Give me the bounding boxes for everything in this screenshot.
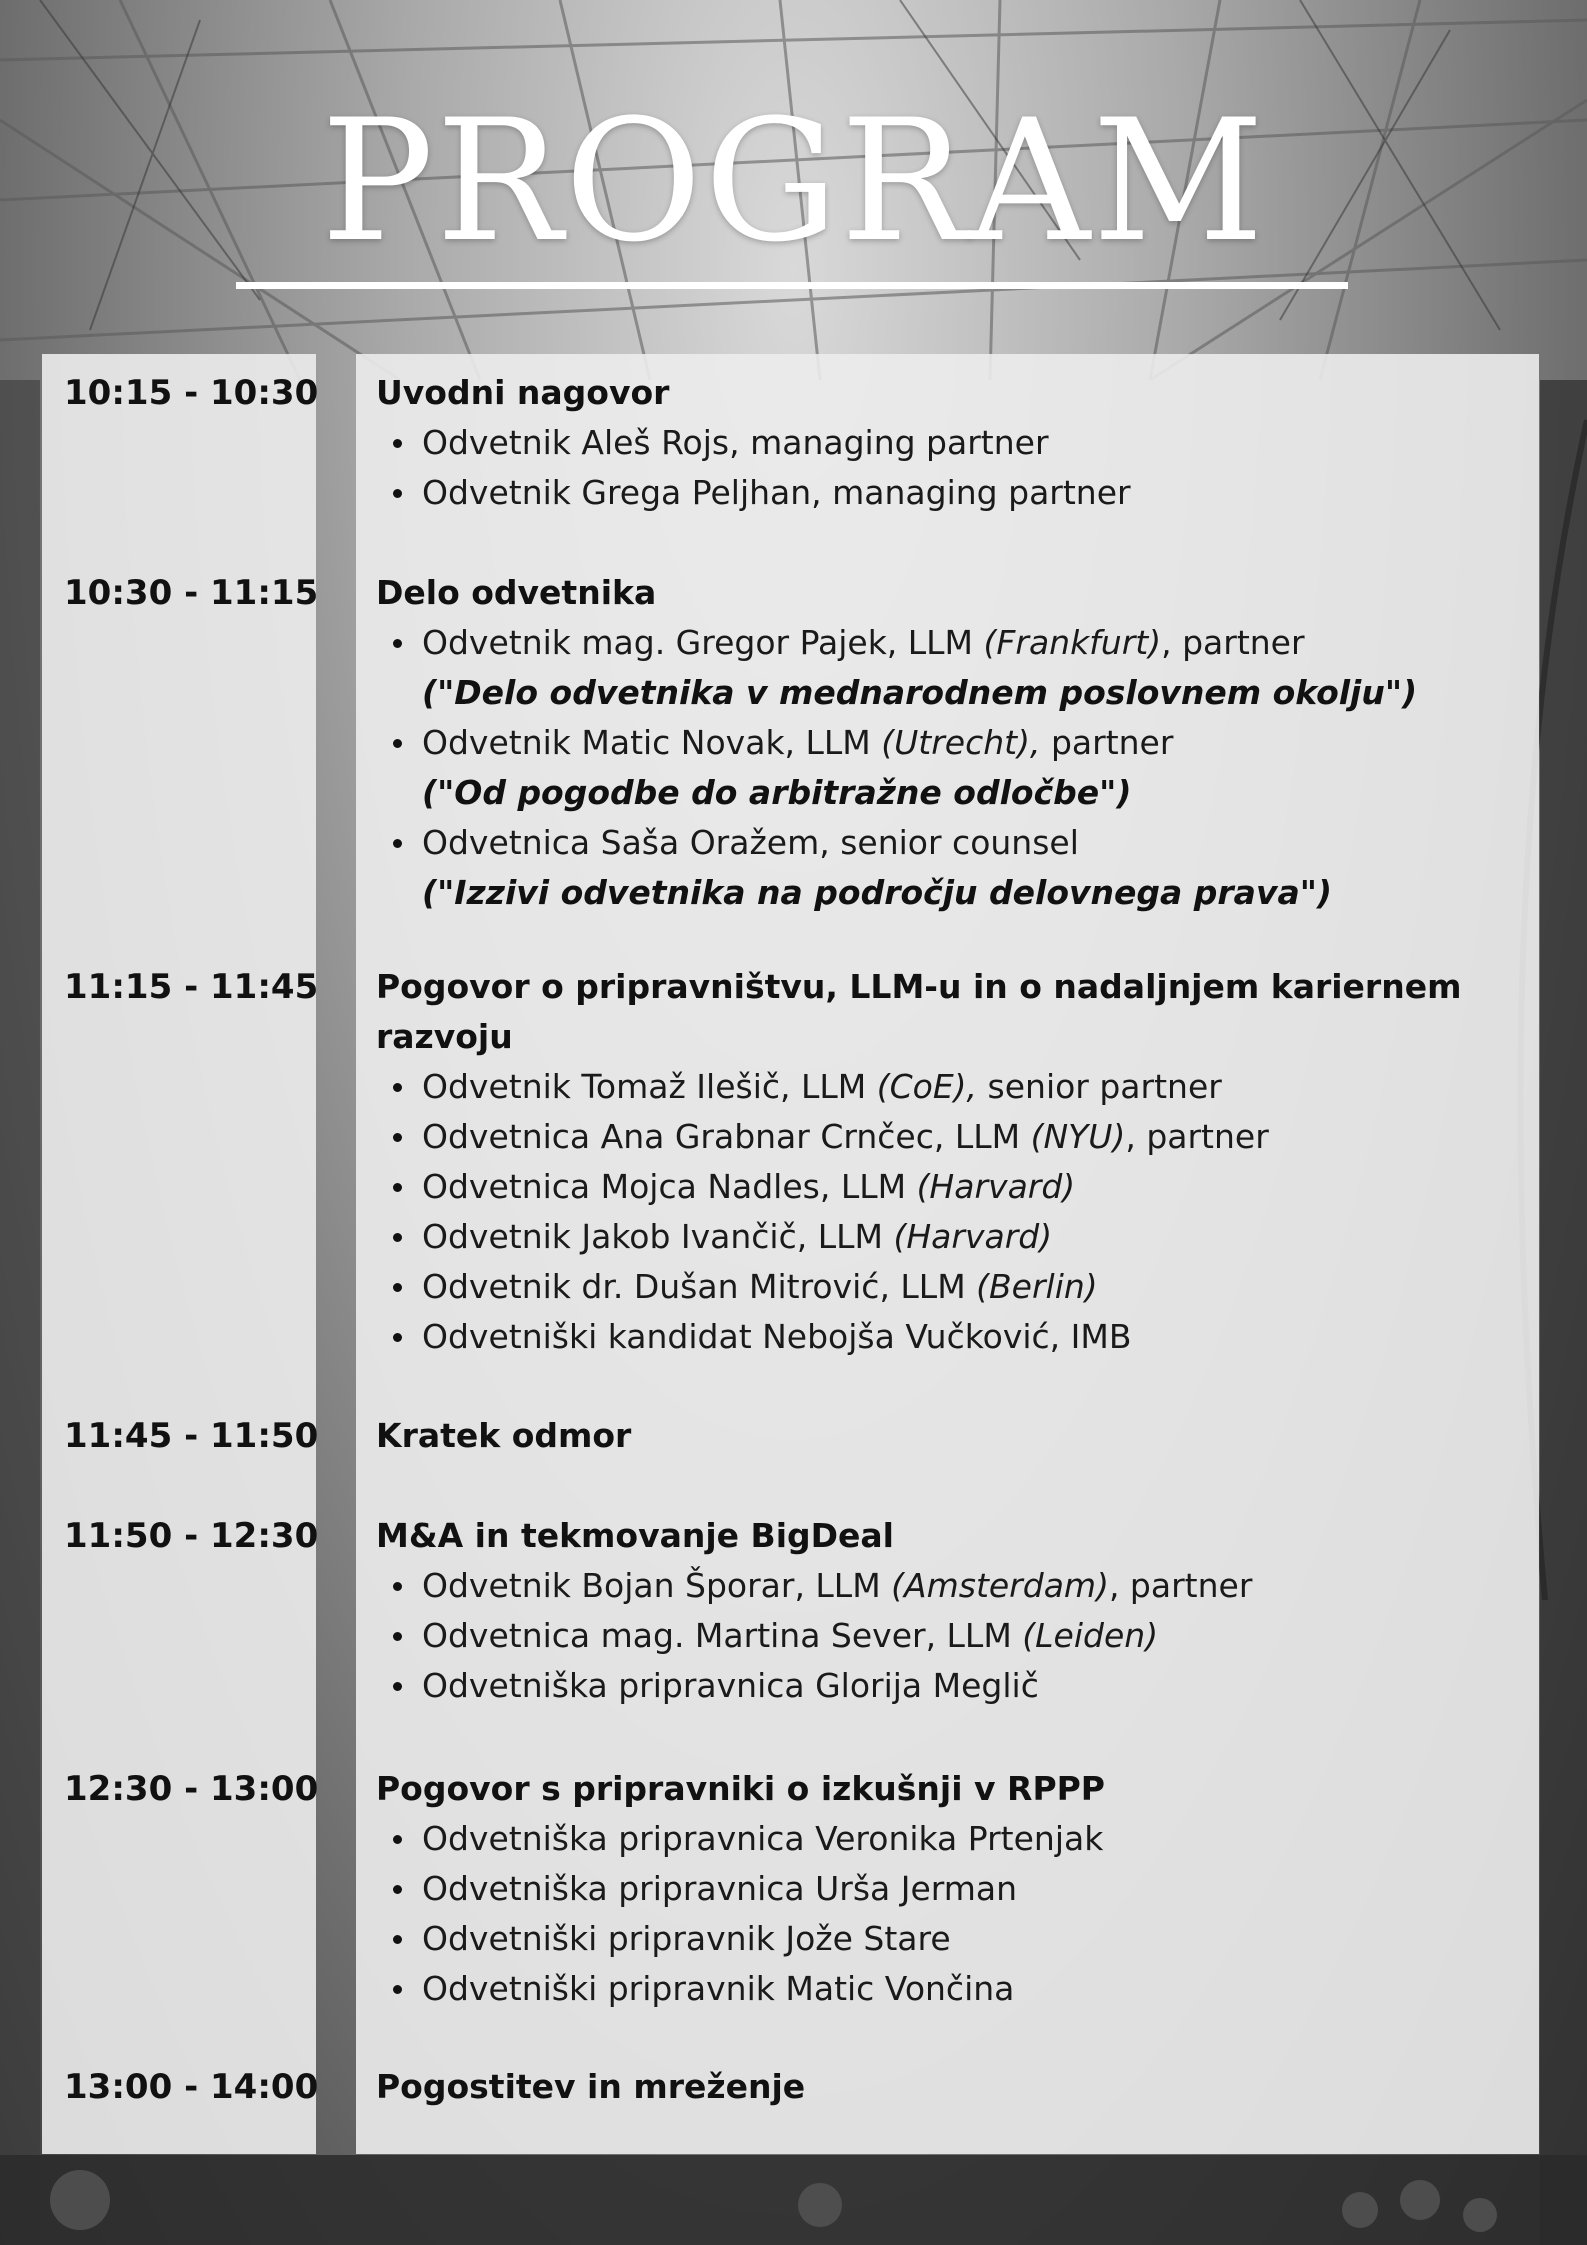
speaker-item: Odvetnik Matic Novak, LLM (Utrecht), partner ("Od pogodbe do arbitražne odločbe") xyxy=(376,718,1526,818)
talk-title: ("Izzivi odvetnika na področju delovnega prava") xyxy=(422,873,1332,912)
page-title: PROGRAM xyxy=(320,83,1267,279)
session-title: Uvodni nagovor xyxy=(376,373,670,412)
speaker-list xyxy=(376,1062,1526,1362)
session-time: 11:45 - 11:50 xyxy=(64,1416,319,1456)
speaker-item: Odvetnik Tomaž Ilešič, LLM (CoE), senior partner xyxy=(376,1062,1526,1112)
speaker-item: Odvetnik Aleš Rojs, managing partner xyxy=(376,418,1526,468)
speaker-item: Odvetnica Mojca Nadles, LLM (Harvard) xyxy=(376,1162,1526,1212)
session-title: Kratek odmor xyxy=(376,1416,632,1455)
speaker-item: Odvetniški pripravnik Matic Vončina xyxy=(376,1964,1526,2014)
session-time: 11:50 - 12:30 xyxy=(64,1516,319,1556)
speaker-item: Odvetnica Ana Grabnar Crnčec, LLM (NYU), partner xyxy=(376,1112,1526,1162)
speaker-item: Odvetnik mag. Gregor Pajek, LLM (Frankfurt), partner ("Delo odvetnika v mednarodnem poslovnem okolju") xyxy=(376,618,1526,718)
speaker-item: Odvetnica Saša Oražem, senior counsel ("Izzivi odvetnika na področju delovnega prava") xyxy=(376,818,1526,918)
session-block xyxy=(376,368,1526,518)
speaker-item: Odvetnik Jakob Ivančič, LLM (Harvard) xyxy=(376,1212,1526,1262)
speaker-list xyxy=(376,418,1526,518)
session-title: Delo odvetnika xyxy=(376,573,657,612)
title-underline xyxy=(236,282,1348,289)
speaker-item: Odvetniška pripravnica Urša Jerman xyxy=(376,1864,1526,1914)
speaker-item: Odvetnica mag. Martina Sever, LLM (Leiden) xyxy=(376,1611,1526,1661)
speaker-list xyxy=(376,1561,1526,1711)
speaker-item: Odvetniška pripravnica Glorija Meglič xyxy=(376,1661,1526,1711)
speaker-list xyxy=(376,1814,1526,2014)
time-column-panel xyxy=(42,354,319,2154)
session-block xyxy=(376,568,1526,918)
session-time: 11:15 - 11:45 xyxy=(64,967,319,1007)
session-block xyxy=(376,1411,1526,1461)
session-time: 10:30 - 11:15 xyxy=(64,573,319,613)
session-block xyxy=(376,1511,1526,1711)
talk-title: ("Od pogodbe do arbitražne odločbe") xyxy=(422,773,1132,812)
session-time: 13:00 - 14:00 xyxy=(64,2067,319,2107)
speaker-item: Odvetnik Grega Peljhan, managing partner xyxy=(376,468,1526,518)
session-block xyxy=(376,2062,1526,2112)
speaker-item: Odvetniška pripravnica Veronika Prtenjak xyxy=(376,1814,1526,1864)
session-block xyxy=(376,962,1526,1362)
speaker-item: Odvetniški pripravnik Jože Stare xyxy=(376,1914,1526,1964)
session-time: 12:30 - 13:00 xyxy=(64,1769,319,1809)
session-time: 10:15 - 10:30 xyxy=(64,373,319,413)
session-block xyxy=(376,1764,1526,2014)
session-title: Pogovor s pripravniki o izkušnji v RPPP xyxy=(376,1769,1105,1808)
session-title: Pogovor o pripravništvu, LLM-u in o nadaljnjem kariernem razvoju xyxy=(376,967,1462,1056)
speaker-item: Odvetnik Bojan Šporar, LLM (Amsterdam), partner xyxy=(376,1561,1526,1611)
speaker-item: Odvetnik dr. Dušan Mitrović, LLM (Berlin) xyxy=(376,1262,1526,1312)
speaker-list xyxy=(376,618,1526,918)
talk-title: ("Delo odvetnika v mednarodnem poslovnem okolju") xyxy=(422,673,1418,712)
session-title: Pogostitev in mreženje xyxy=(376,2067,806,2106)
session-title: M&A in tekmovanje BigDeal xyxy=(376,1516,894,1555)
speaker-item: Odvetniški kandidat Nebojša Vučković, IMB xyxy=(376,1312,1526,1362)
